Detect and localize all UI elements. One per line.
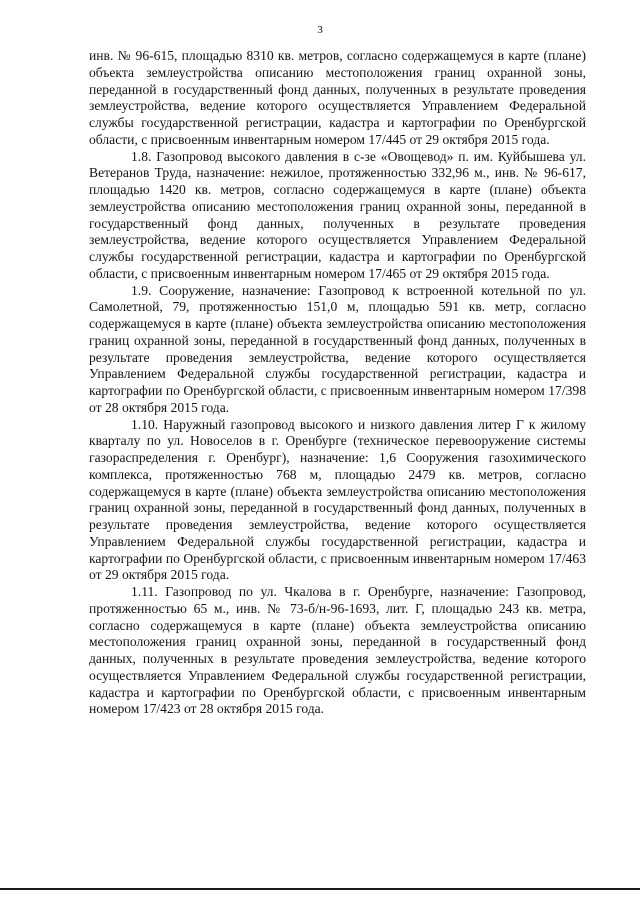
bottom-divider [0,888,640,890]
paragraph-item-1-9: 1.9. Сооружение, назначение: Газопровод к встроенной котельной по ул. Самолетной, 79, протяженностью 151,0 м, площадью 591 кв. метр, согласно содержащемуся в карте (плане) объекта землеустройства описанию местоположения границ охранной зоны, переданной в государственный фонд данных, полученных в результате проведения землеустройства, ведение которого осуществляется Управлением Федеральной службы государственной регистрации, кадастра и картографии по Оренбургской области, с присвоенным инвентарным номером 17/398 от 28 октября 2015 года. [89,282,586,415]
page-number: 3 [317,24,323,36]
paragraph-item-1-8: 1.8. Газопровод высокого давления в с-зе «Овощевод» п. им. Куйбышева ул. Ветеранов Труда, назначение: нежилое, протяженностью 332,96 м., инв. № 96-617, площадью 1420 кв. метров, согласно содержащемуся в карте (плане) объекта землеустройства описанию местоположения границ охранной зоны, переданной в государственный фонд данных, полученных в результате проведения землеустройства, ведение которого осуществляется Управлением Федеральной службы государственной регистрации, кадастра и картографии по Оренбургской области, с присвоенным инвентарным номером 17/465 от 29 октября 2015 года. [89,148,586,281]
paragraph-continuation: инв. № 96-615, площадью 8310 кв. метров, согласно содержащемуся в карте (плане) объекта землеустройства описанию местоположения границ охранной зоны, переданной в государственный фонд данных, полученных в результате проведения землеустройства, ведение которого осуществляется Управлением Федеральной службы государственной регистрации, кадастра и картографии по Оренбургской области, с присвоенным инвентарным номером 17/445 от 29 октября 2015 года. [89,48,586,147]
paragraph-item-1-11: 1.11. Газопровод по ул. Чкалова в г. Оренбурге, назначение: Газопровод, протяженностью 65 м., инв. № 73-б/н-96-1693, лит. Г, площадью 243 кв. метра, согласно содержащемуся в карте (плане) объекта землеустройства описанию местоположения границ охранной зоны, переданной в государственный фонд данных, полученных в результате проведения землеустройства, ведение которого осуществляется Управлением Федеральной службы государственной регистрации, кадастра и картографии по Оренбургской области, с присвоенным инвентарным номером 17/423 от 28 октября 2015 года. [89,584,586,717]
document-body [89,48,586,718]
paragraph-item-1-10: 1.10. Наружный газопровод высокого и низкого давления литер Г к жилому кварталу по ул. Новоселов в г. Оренбурге (техническое перевооружение системы газораспределения г. Оренбург), назначение: 1,6 Сооружения газохимического комплекса, протяженностью 768 м, площадью 2479 кв. метров, согласно содержащемуся в карте (плане) объекта землеустройства описанию местоположения границ охранной зоны, переданной в государственный фонд данных, полученных в результате проведения землеустройства, ведение которого осуществляется Управлением Федеральной службы государственной регистрации, кадастра и картографии по Оренбургской области, с присвоенным инвентарным номером 17/463 от 29 октября 2015 года. [89,416,586,583]
